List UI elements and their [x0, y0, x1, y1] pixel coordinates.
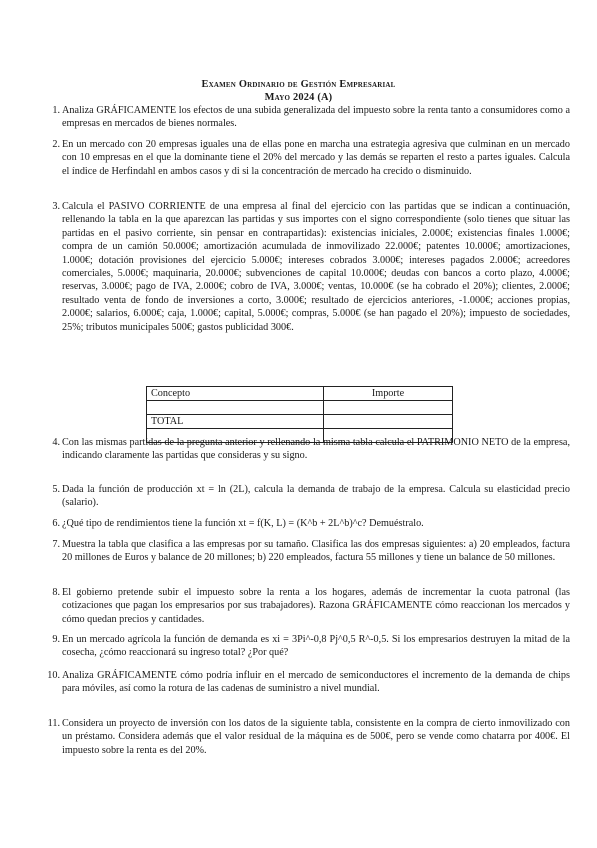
exam-header	[0, 79, 597, 104]
table-cell	[324, 415, 453, 429]
question-number: 7.	[52, 539, 60, 550]
exam-title: Examen Ordinario de Gestión Empresarial	[201, 79, 396, 90]
question-number: 6.	[52, 518, 60, 529]
question-text: Dada la función de producción xt = ln (2L), calcula la demanda de trabajo de la empresa. Calcula su elasticidad precio (salario).	[62, 484, 570, 509]
question-text: En un mercado agrícola la función de demanda es xi = 3Pi^-0,8 Pj^0,5 R^-0,5. Si los empresarios destruyen la mitad de la cosecha, ¿cómo reaccionará su ingreso total? ¿Por qué?	[62, 634, 570, 659]
question-text: Calcula el PASIVO CORRIENTE de una empresa al final del ejercicio con las partidas que se indican a continuación, rellenando la tabla en la que aparezcan las partidas y sus importes con el signo correspondiente (solo tienes que situar las partidas en el pasivo corriente, sin pensar en contrapartidas): existencias iniciales, 2.000€; existencias finales 1.000€; compra de un camión 50.000€; amortización acumulada de inmovilizado 22.000€; patentes 10.000€; amortizaciones, 1.000€; dotación provisiones del ejercicio 5.000€; intereses cobrados 3.000€; intereses pagados 2.000€; acreedores comerciales, 5.000€; maquinaria, 20.000€; subvenciones de capital 10.000€; deudas con bancos a corto plazo, 4.000€; reservas, 3.000€; pago de IVA, 2.000€; cobro de IVA, 3.000€; ventas, 10.000€ (se ha cobrado el 20%); clientes, 2.000€; resultado venta de fondo de inversiones a corto, 3.000€; resultado de ejercicios anteriores, -1.000€; acciones propias, 2.000€; salarios, 6.000€; caja, 1.000€; capital, 5.000€; compras, 5.000€ (se han pagado el 20%); impuesto de sociedades, 25%; tributos municipales 500€; gastos publicidad 300€.	[62, 201, 570, 333]
question-number: 10.	[47, 670, 60, 681]
question-text: Con las mismas partidas de la pregunta anterior y rellenando la misma tabla calcula el PATRIMONIO NETO de la empresa, indicando claramente las partidas que consideras y su signo.	[62, 437, 570, 462]
table-header-row	[147, 387, 453, 401]
question-6	[52, 517, 570, 530]
exam-subtitle: Mayo 2024 (A)	[264, 91, 333, 103]
question-11	[47, 717, 570, 757]
question-number: 5.	[52, 484, 60, 495]
table-total-row	[147, 415, 453, 429]
question-text: Analiza GRÁFICAMENTE cómo podría influir en el mercado de semiconductores el incremento de la demanda de chips para móviles, así como la rotura de las cadenas de suministro a nivel mundial.	[62, 670, 570, 695]
question-number: 4.	[52, 437, 60, 448]
concept-table	[146, 386, 453, 443]
table-row	[147, 401, 453, 415]
table-cell	[147, 401, 324, 415]
question-number: 8.	[52, 587, 60, 598]
question-3	[52, 200, 570, 334]
table-total-label: TOTAL	[147, 415, 324, 429]
table-header-concepto: Concepto	[147, 387, 324, 401]
question-9	[52, 633, 570, 660]
question-4	[52, 436, 570, 463]
question-number: 3.	[52, 201, 60, 212]
question-number: 1.	[52, 105, 60, 116]
table-cell	[324, 401, 453, 415]
question-text: Analiza GRÁFICAMENTE los efectos de una subida generalizada del impuesto sobre la renta tanto a consumidores como a empresas en mercados de bienes normales.	[62, 105, 570, 130]
question-text: En un mercado con 20 empresas iguales una de ellas pone en marcha una estrategia agresiva que culminan en un mercado con 10 empresas en el que la dominante tiene el 20% del mercado y las demás se reparten el resto a partes iguales. Calcula el índice de Herfindahl en ambos casos y di si la concentración de mercado ha crecido o disminuido.	[62, 139, 570, 177]
question-text: Muestra la tabla que clasifica a las empresas por su tamaño. Clasifica las dos empresas siguientes: a) 20 empleados, factura 20 millones de Euros y balance de 20 millones; b) 220 empleados, factura 55 millones y tiene un balance de 50 millones.	[62, 539, 570, 564]
question-2	[52, 138, 570, 178]
question-number: 11.	[47, 718, 60, 729]
question-8	[52, 586, 570, 626]
question-5	[52, 483, 570, 510]
question-7	[52, 538, 570, 565]
question-text: ¿Qué tipo de rendimientos tiene la función xt = f(K, L) = (K^b + 2L^b)^c? Demuéstralo.	[62, 518, 424, 529]
question-1	[52, 104, 570, 131]
question-number: 2.	[52, 139, 60, 150]
question-number: 9.	[52, 634, 60, 645]
question-10	[47, 669, 570, 696]
question-text: El gobierno pretende subir el impuesto sobre la renta a los hogares, además de incrementar la cuota patronal (las cotizaciones que pagan los empresarios por sus trabajadores). Razona GRÁFICAMENTE cómo reaccionan los mercados y cómo quedan precios y cantidades.	[62, 587, 570, 625]
question-text: Considera un proyecto de inversión con los datos de la siguiente tabla, consistente en la compra de cierto inmovilizado con un préstamo. Considera además que el valor residual de la máquina es de 500€, pero se vende como chatarra por 400€. El impuesto sobre la renta es del 20%.	[62, 718, 570, 756]
table-header-importe: Importe	[324, 387, 453, 401]
